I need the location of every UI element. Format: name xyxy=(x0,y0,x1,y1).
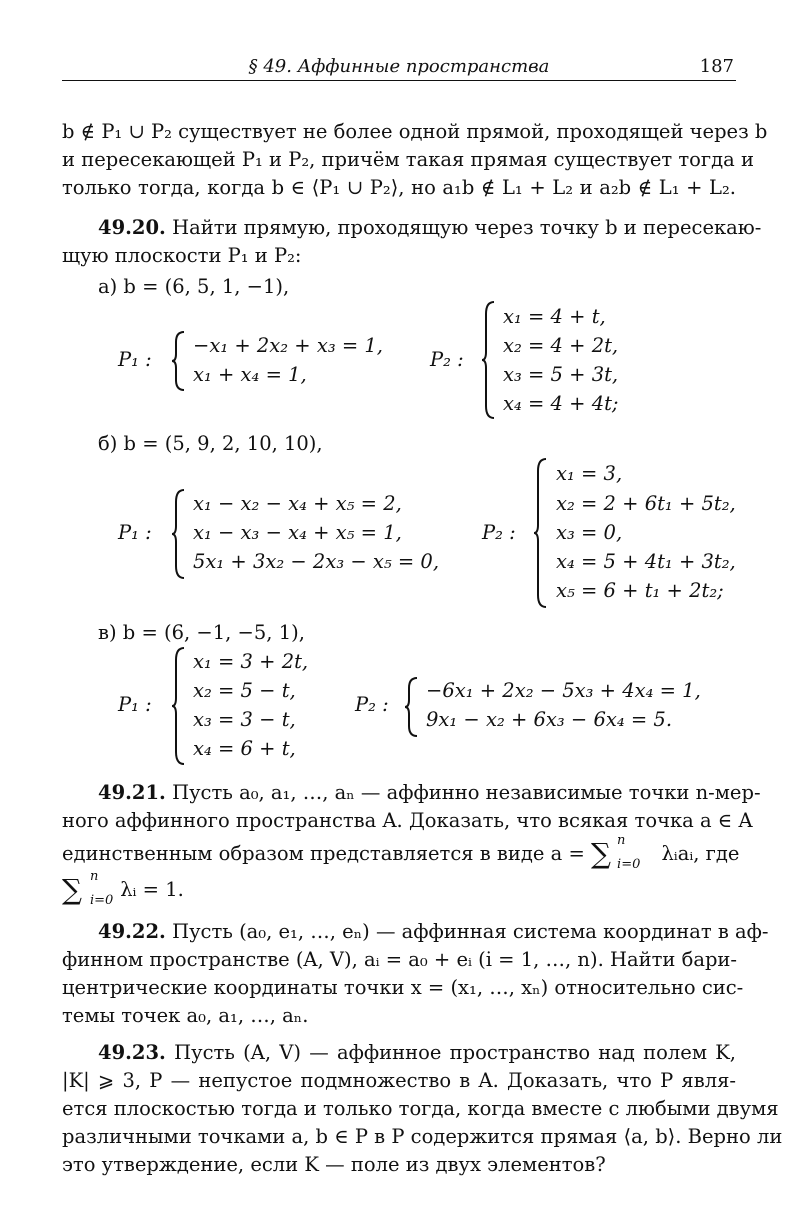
sum-lower: i=0 xyxy=(617,857,641,872)
problem-49-23-line-5: это утверждение, если K — поле из двух элементов? xyxy=(62,1153,606,1176)
intro-line-3: только тогда, когда b ∈ ⟨P₁ ∪ P₂⟩, но a₁b ∉ L₁ + L₂ и a₂b ∉ L₁ + L₂. xyxy=(62,176,736,199)
case-a-p2-eq-1: x₁ = 4 + t, xyxy=(503,305,606,328)
problem-number: 49.20. xyxy=(98,216,166,239)
case-c-p2-eq-1: −6x₁ + 2x₂ − 5x₃ + 4x₄ = 1, xyxy=(426,679,701,702)
case-a-p1-label: P₁ : xyxy=(118,348,152,371)
problem-49-23-line-4: различными точками a, b ∈ P в P содержится прямая ⟨a, b⟩. Верно ли xyxy=(62,1125,783,1148)
case-c-label: в) b = (6, −1, −5, 1), xyxy=(98,621,305,644)
case-b-p2-eq-4: x₄ = 5 + 4t₁ + 3t₂, xyxy=(556,550,736,573)
sum-sign: ∑ xyxy=(62,873,82,906)
case-b-p2-eq-3: x₃ = 0, xyxy=(556,521,623,544)
problem-49-22-line-2: финном пространстве (A, V), aᵢ = a₀ + eᵢ (i = 1, …, n). Найти бари- xyxy=(62,948,738,971)
left-brace-icon xyxy=(170,646,186,766)
problem-49-20-line-1 xyxy=(98,215,762,241)
case-a-p2-label: P₂ : xyxy=(430,348,464,371)
problem-49-23-line-1 xyxy=(98,1040,736,1066)
page-number: 187 xyxy=(699,56,734,77)
problem-49-23-line-2: |K| ⩾ 3, P — непустое подмножество в A. Доказать, что P явля- xyxy=(62,1069,736,1092)
problem-49-22-line-3: центрические координаты точки x = (x₁, …, xₙ) относительно сис- xyxy=(62,976,744,999)
case-c-p1-eq-3: x₃ = 3 − t, xyxy=(193,708,296,731)
case-b-p2-eq-2: x₂ = 2 + 6t₁ + 5t₂, xyxy=(556,492,736,515)
problem-text: Найти прямую, проходящую через точку b и пересекаю- xyxy=(172,216,762,239)
sum-lower: i=0 xyxy=(90,893,114,908)
case-b-p2-eq-5: x₅ = 6 + t₁ + 2t₂; xyxy=(556,579,724,602)
problem-text: Пусть a₀, a₁, …, aₙ — аффинно независимые точки n-мер- xyxy=(172,781,761,804)
case-b-p1-eq-3: 5x₁ + 3x₂ − 2x₃ − x₅ = 0, xyxy=(193,550,440,573)
problem-49-22-line-4: темы точек a₀, a₁, …, aₙ. xyxy=(62,1004,309,1027)
case-a-label: а) b = (6, 5, 1, −1), xyxy=(98,275,290,298)
left-brace-icon xyxy=(170,330,186,392)
left-brace-icon xyxy=(480,300,496,420)
left-brace-icon xyxy=(532,457,548,609)
problem-49-20-line-2: щую плоскости P₁ и P₂: xyxy=(62,244,302,267)
problem-49-21-line-3 xyxy=(62,833,740,872)
case-b-p1-eq-1: x₁ − x₂ − x₄ + x₅ = 2, xyxy=(193,492,402,515)
intro-line-2: и пересекающей P₁ и P₂, причём такая прямая существует тогда и xyxy=(62,148,754,171)
case-c-p1-eq-2: x₂ = 5 − t, xyxy=(193,679,296,702)
problem-number: 49.22. xyxy=(98,920,166,943)
sum-upper: n xyxy=(617,833,626,848)
case-b-label: б) b = (5, 9, 2, 10, 10), xyxy=(98,432,323,455)
summation xyxy=(591,833,641,872)
intro-line-1: b ∉ P₁ ∪ P₂ существует не более одной прямой, проходящей через b xyxy=(62,120,768,143)
left-brace-icon xyxy=(170,488,186,580)
left-brace-icon xyxy=(403,676,419,738)
header-title: § 49. Аффинные пространства xyxy=(248,56,550,77)
problem-text: λᵢ = 1. xyxy=(120,878,184,901)
sum-upper: n xyxy=(90,869,99,884)
sum-sign: ∑ xyxy=(591,837,612,870)
problem-number: 49.23. xyxy=(98,1041,166,1064)
problem-49-22-line-1 xyxy=(98,919,769,945)
problem-text: λᵢaᵢ, где xyxy=(661,842,740,865)
summation xyxy=(62,869,114,908)
case-c-p1-eq-4: x₄ = 6 + t, xyxy=(193,737,296,760)
case-a-p1-eq-1: −x₁ + 2x₂ + x₃ = 1, xyxy=(193,334,384,357)
case-b-p1-label: P₁ : xyxy=(118,521,152,544)
case-c-p1-eq-1: x₁ = 3 + 2t, xyxy=(193,650,309,673)
case-b-p2-eq-1: x₁ = 3, xyxy=(556,462,623,485)
problem-text: единственным образом представляется в виде a = xyxy=(62,842,585,865)
problem-text: Пусть (A, V) — аффинное пространство над полем K, xyxy=(174,1041,736,1064)
case-a-p2-eq-3: x₃ = 5 + 3t, xyxy=(503,363,619,386)
case-a-p2-eq-4: x₄ = 4 + 4t; xyxy=(503,392,619,415)
problem-49-23-line-3: ется плоскостью тогда и только тогда, когда вместе с любыми двумя xyxy=(62,1097,779,1120)
problem-49-21-line-4 xyxy=(62,869,736,908)
problem-49-21-line-1 xyxy=(98,780,761,806)
problem-49-21-line-2: ного аффинного пространства A. Доказать, что всякая точка a ∈ A xyxy=(62,809,753,832)
case-c-p1-label: P₁ : xyxy=(118,693,152,716)
running-header xyxy=(62,54,736,81)
case-c-p2-eq-2: 9x₁ − x₂ + 6x₃ − 6x₄ = 5. xyxy=(426,708,673,731)
case-a-p2-eq-2: x₂ = 4 + 2t, xyxy=(503,334,619,357)
case-b-p2-label: P₂ : xyxy=(482,521,516,544)
problem-number: 49.21. xyxy=(98,781,166,804)
case-b-p1-eq-2: x₁ − x₃ − x₄ + x₅ = 1, xyxy=(193,521,402,544)
case-a-p1-eq-2: x₁ + x₄ = 1, xyxy=(193,363,307,386)
problem-text: Пусть (a₀, e₁, …, eₙ) — аффинная система координат в аф- xyxy=(172,920,769,943)
case-c-p2-label: P₂ : xyxy=(355,693,389,716)
